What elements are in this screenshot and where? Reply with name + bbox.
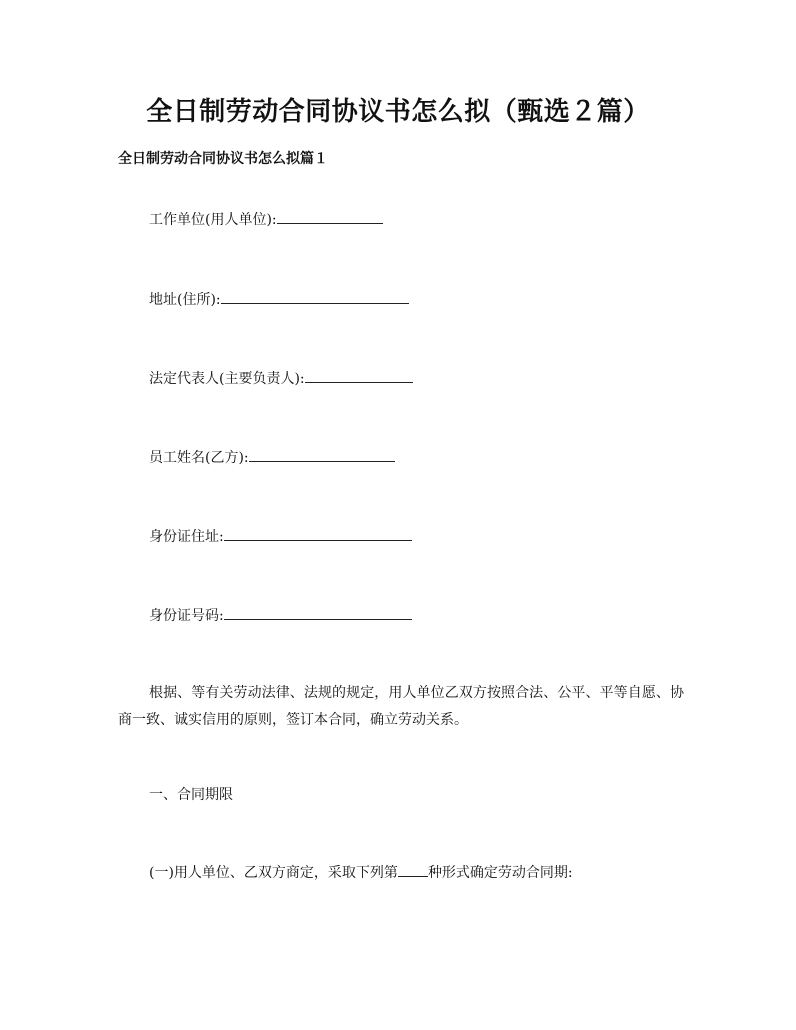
fill-in-blank xyxy=(224,526,412,541)
fill-in-blank xyxy=(305,368,413,383)
clause-1-item xyxy=(149,862,573,884)
document-title: 全日制劳动合同协议书怎么拟（甄选２篇） xyxy=(146,97,650,127)
field-employer xyxy=(149,209,383,231)
clause-text: (一)用人单位、乙双方商定，采取下列第 xyxy=(149,865,398,881)
fill-in-blank xyxy=(249,447,395,462)
field-label: 法定代表人(主要负责人): xyxy=(149,371,305,387)
field-label: 员工姓名(乙方): xyxy=(149,450,249,466)
field-label: 地址(住所): xyxy=(149,292,221,308)
intro-paragraph: 根据、等有关劳动法律、法规的规定，用人单位乙双方按照合法、公平、平等自愿、协商一致、诚实信用的原则，签订本合同，确立劳动关系。 xyxy=(118,685,684,728)
fill-in-blank xyxy=(221,289,409,304)
fill-in-blank xyxy=(277,209,383,224)
field-label: 身份证号码: xyxy=(149,608,224,624)
fill-in-blank xyxy=(398,862,428,877)
field-id-number xyxy=(149,605,412,627)
fill-in-blank xyxy=(224,605,412,620)
field-id-address xyxy=(149,526,412,548)
clause-text: 种形式确定劳动合同期: xyxy=(427,865,573,881)
field-label: 工作单位(用人单位): xyxy=(149,212,277,228)
section-heading: 全日制劳动合同协议书怎么拟篇１ xyxy=(118,151,328,167)
clause-1-heading: 一、合同期限 xyxy=(149,787,233,803)
field-employee-name xyxy=(149,447,395,469)
field-legal-representative xyxy=(149,368,413,390)
field-address xyxy=(149,289,409,311)
field-label: 身份证住址: xyxy=(149,529,224,545)
